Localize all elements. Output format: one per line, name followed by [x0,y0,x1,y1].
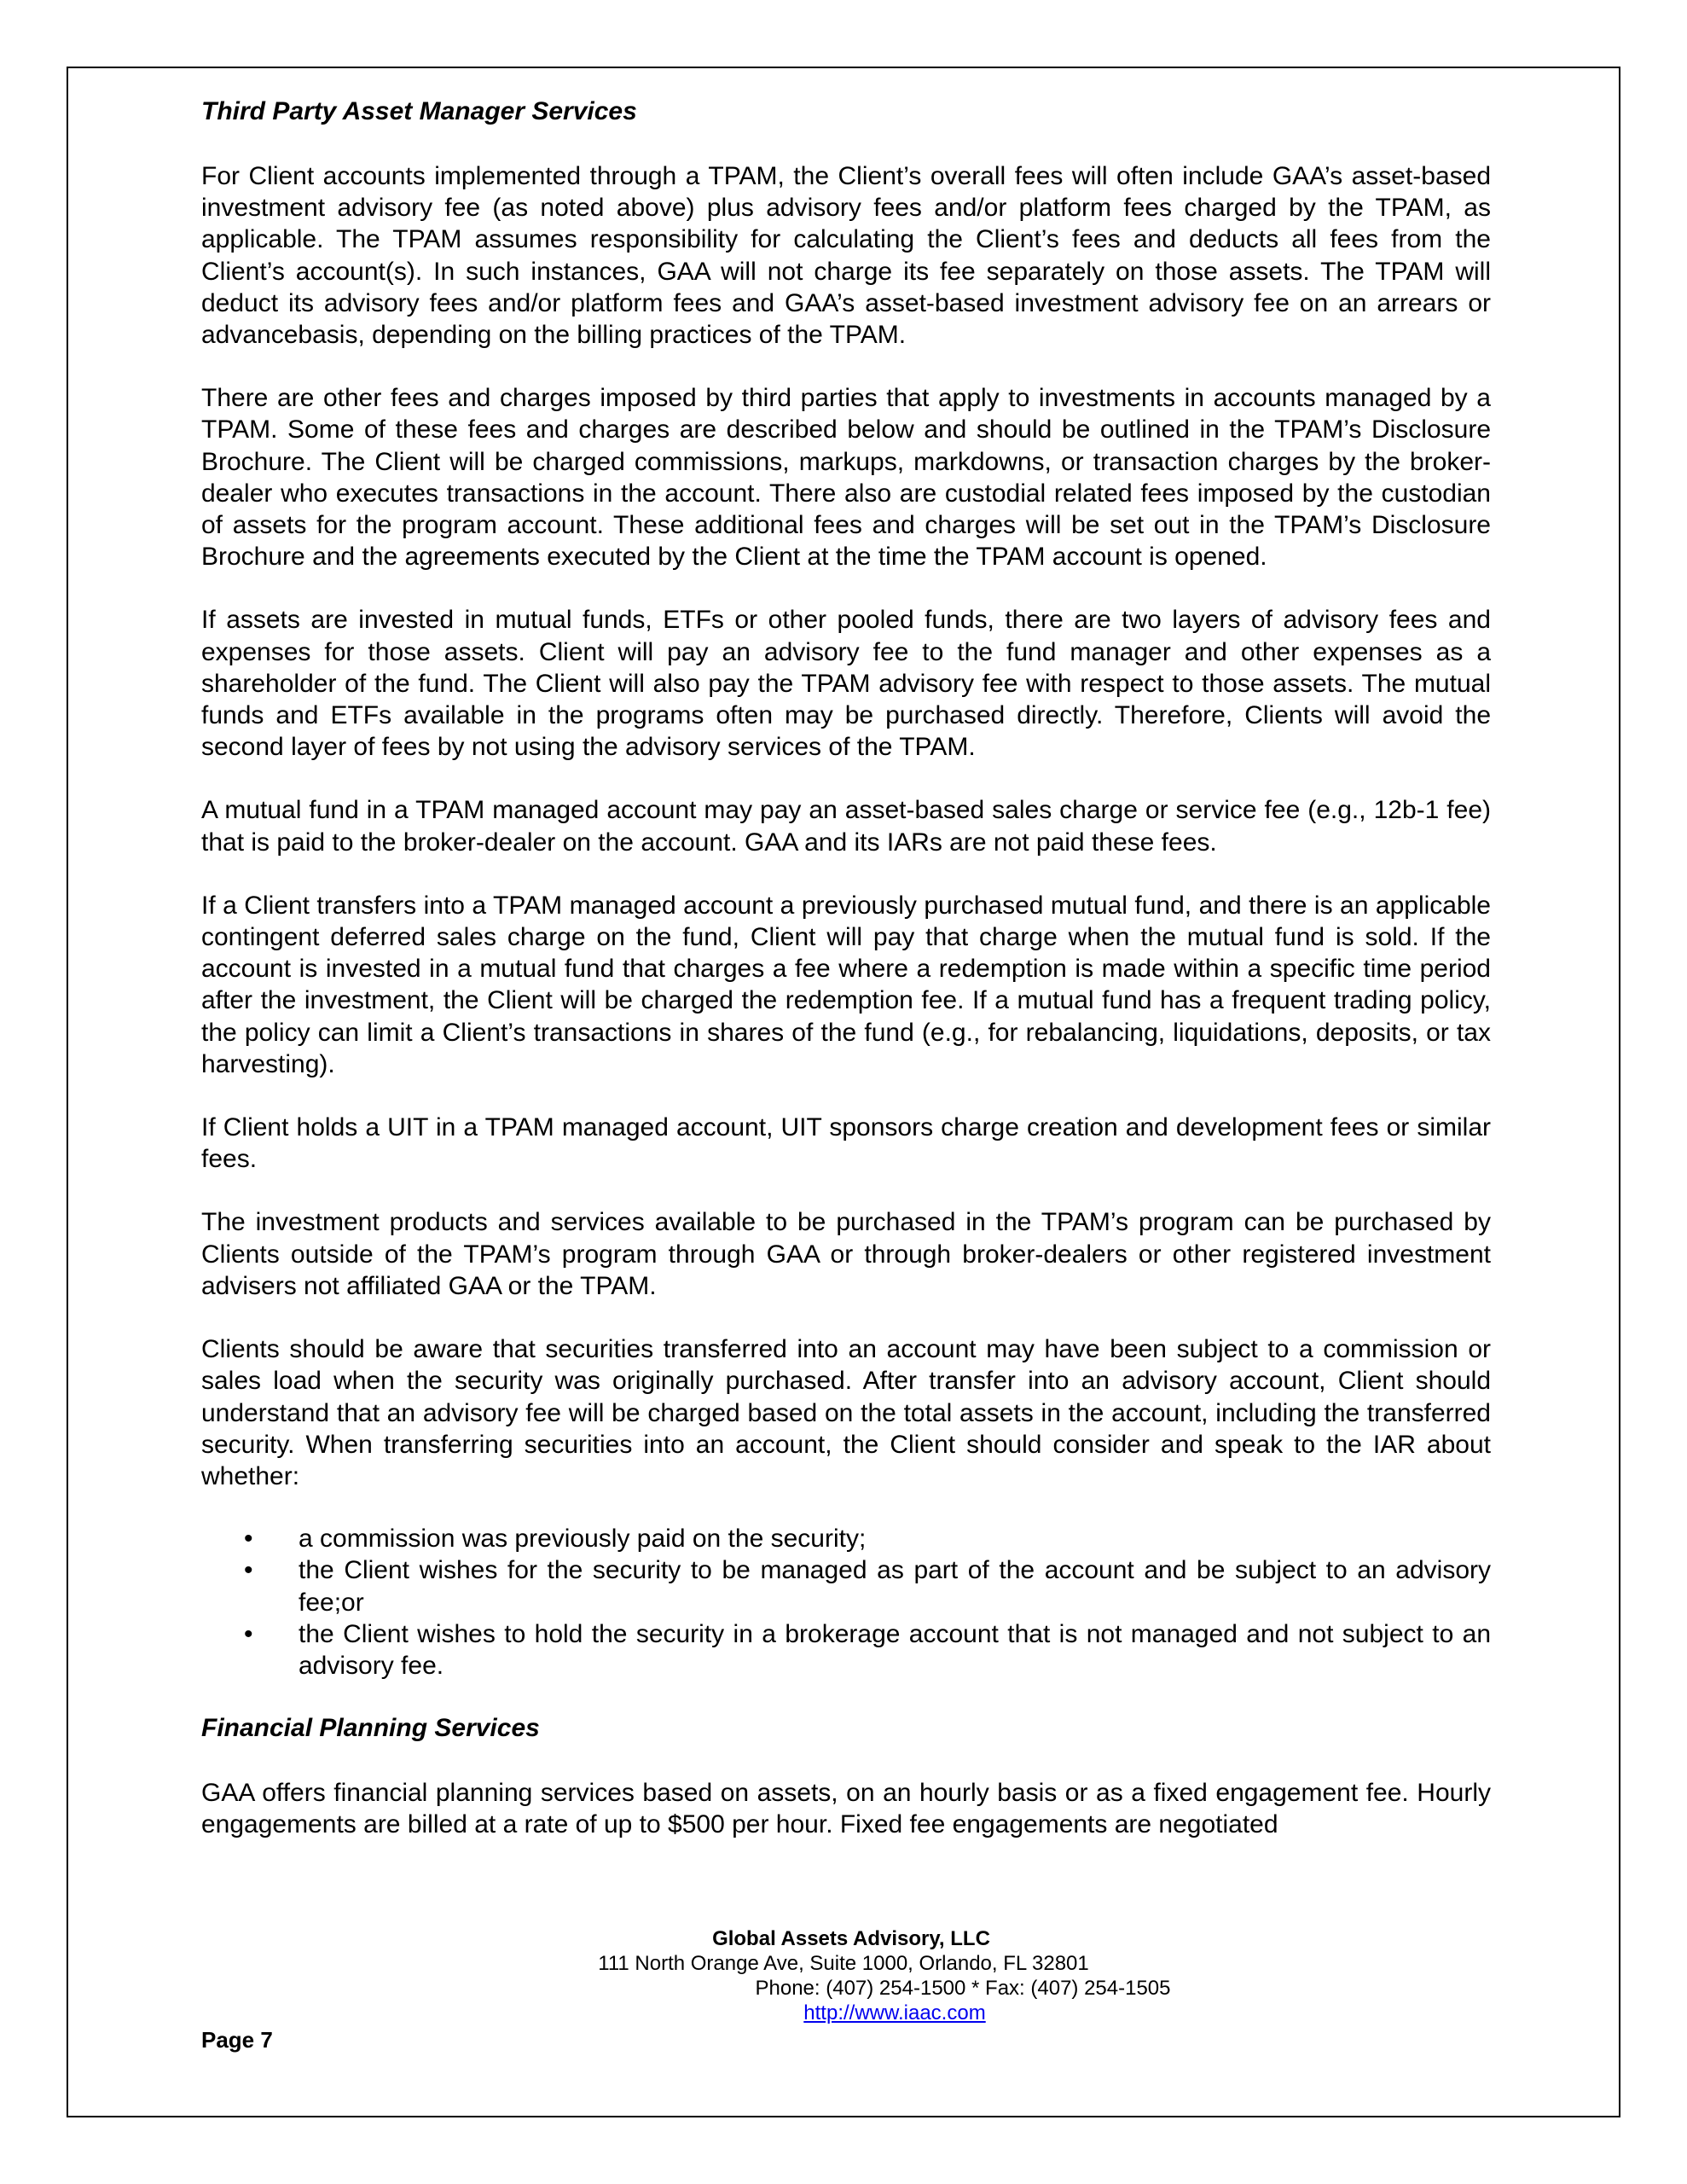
list-item [201,1618,1491,1682]
paragraph: A mutual fund in a TPAM managed account may pay an asset-based sales charge or service fee (e.g., 12b-1 fee) that is paid to the broker-dealer on the account. GAA and its IARs are not paid these fees. [201,796,1491,857]
list-item-text: the Client wishes to hold the security in a brokerage account that is not managed and not subject to an advisory fee. [299,1619,1491,1680]
footer-website-link[interactable]: http://www.iaac.com [803,2001,986,2024]
bullet-icon: • [244,1556,253,1585]
list-item-text: a commission was previously paid on the security; [299,1525,867,1554]
list-item [201,1523,1491,1554]
page-footer [0,1926,1687,2025]
page-number: Page 7 [201,2027,273,2053]
footer-phone: Phone: (407) 254-1500 * Fax: (407) 254-1505 [755,1977,1171,2000]
section-heading-financial-planning: Financial Planning Services [201,1714,540,1743]
document-body [201,96,1491,1873]
bullet-list [201,1523,1491,1682]
paragraph: There are other fees and charges imposed by third parties that apply to investments in accounts managed by a TPAM. Some of these fees and charges are described below and should be outlined in the TPAM’s Disclosure Brochure. The Client will be charged commissions, markups, markdowns, or transaction charges by the broker-dealer who executes transactions in the account. There also are custodial related fees imposed by the custodian of assets for the program account. These additional fees and charges will be set out in the TPAM’s Disclosure Brochure and the agreements executed by the Client at the time the TPAM account is opened. [201,384,1491,572]
bullet-icon: • [244,1619,253,1648]
list-item-text: the Client wishes for the security to be managed as part of the account and be subject to an advisory fee;or [299,1556,1491,1617]
paragraph: If assets are invested in mutual funds, ETFs or other pooled funds, there are two layers of advisory fees and expenses for those assets. Client will pay an advisory fee to the fund manager and other expenses as a shareholder of the fund. The Client will also pay the TPAM advisory fee with respect to those assets. The mutual funds and ETFs available in the programs often may be purchased directly. Therefore, Clients will avoid the second layer of fees by not using the advisory services of the TPAM. [201,606,1491,762]
section-heading-tpam: Third Party Asset Manager Services [201,97,637,125]
paragraph: If Client holds a UIT in a TPAM managed account, UIT sponsors charge creation and development fees or similar fees. [201,1113,1491,1174]
bullet-icon: • [244,1525,253,1554]
list-item [201,1554,1491,1618]
footer-address: 111 North Orange Ave, Suite 1000, Orlando, FL 32801 [598,1952,1089,1975]
paragraph: GAA offers financial planning services based on assets, on an hourly basis or as a fixed engagement fee. Hourly engagements are billed at a rate of up to $500 per hour. Fixed fee engagements are negotiated [201,1779,1491,1839]
paragraph: If a Client transfers into a TPAM managed account a previously purchased mutual fund, and there is an applicable contingent deferred sales charge on the fund, Client will pay that charge when the mutual fund is sold. If the account is invested in a mutual fund that charges a fee where a redemption is made within a specific time period after the investment, the Client will be charged the redemption fee. If a mutual fund has a frequent trading policy, the policy can limit a Client’s transactions in shares of the fund (e.g., for rebalancing, liquidations, deposits, or tax harvesting). [201,891,1491,1078]
paragraph: For Client accounts implemented through a TPAM, the Client’s overall fees will often include GAA’s asset-based investment advisory fee (as noted above) plus advisory fees and/or platform fees charged by the TPAM, as applicable. The TPAM assumes responsibility for calculating the Client’s fees and deducts all fees from the Client’s account(s). In such instances, GAA will not charge its fee separately on those assets. The TPAM will deduct its advisory fees and/or platform fees and GAA’s asset-based investment advisory fee on an arrears or advancebasis, depending on the billing practices of the TPAM. [201,162,1491,350]
paragraph: The investment products and services available to be purchased in the TPAM’s program can be purchased by Clients outside of the TPAM’s program through GAA or through broker-dealers or other registered investment advisers not affiliated GAA or the TPAM. [201,1208,1491,1300]
footer-company-name: Global Assets Advisory, LLC [712,1927,990,1950]
paragraph: Clients should be aware that securities transferred into an account may have been subject to a commission or sales load when the security was originally purchased. After transfer into an advisory account, Client should understand that an advisory fee will be charged based on the total assets in the account, including the transferred security. When transferring securities into an account, the Client should consider and speak to the IAR about whether: [201,1335,1491,1490]
